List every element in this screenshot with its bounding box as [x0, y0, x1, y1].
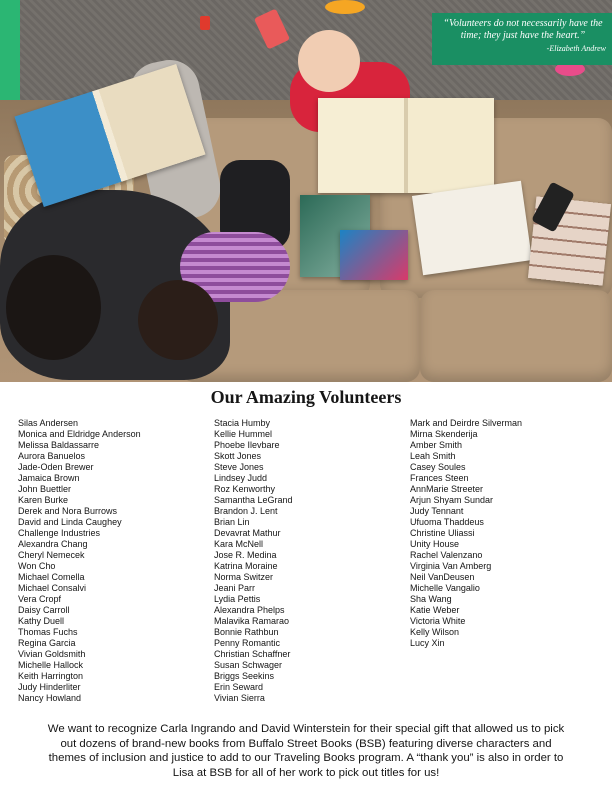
volunteer-name: Rachel Valenzano	[410, 550, 483, 560]
volunteer-name: Steve Jones	[214, 462, 264, 472]
volunteer-name: Melissa Baldassarre	[18, 440, 100, 450]
volunteer-name: Leah Smith	[410, 451, 456, 461]
baby-head	[298, 30, 360, 92]
volunteer-name: Arjun Shyam Sundar	[410, 495, 494, 505]
volunteer-name: Penny Romantic	[214, 638, 281, 648]
volunteer-name: Victoria White	[410, 616, 466, 626]
volunteer-name: Thomas Fuchs	[18, 627, 78, 637]
toy	[200, 16, 210, 30]
volunteer-name: Alexandra Chang	[18, 539, 88, 549]
volunteer-name: Frances Steen	[410, 473, 469, 483]
volunteer-name: Neil VanDeusen	[410, 572, 475, 582]
volunteer-name: Bonnie Rathbun	[214, 627, 279, 637]
volunteer-name: Nancy Howland	[18, 693, 82, 703]
volunteer-name: Judy Tennant	[410, 506, 464, 516]
volunteer-name: Roz Kenworthy	[214, 484, 276, 494]
volunteer-name: Sha Wang	[410, 594, 452, 604]
volunteer-name: Daisy Carroll	[18, 605, 70, 615]
volunteer-name: Vivian Goldsmith	[18, 649, 86, 659]
volunteer-name: Mark and Deirdre Silverman	[410, 418, 523, 428]
volunteer-name: David and Linda Caughey	[18, 517, 122, 527]
volunteer-name: Won Cho	[18, 561, 56, 571]
couch-cushion	[420, 290, 612, 382]
volunteer-name: Cheryl Nemecek	[18, 550, 85, 560]
volunteer-name: Malavika Ramarao	[214, 616, 290, 626]
volunteer-name: Katrina Moraine	[214, 561, 278, 571]
volunteer-name: Devavrat Mathur	[214, 528, 281, 538]
volunteer-name: Michael Comella	[18, 572, 85, 582]
volunteer-name: Silas Andersen	[18, 418, 79, 428]
volunteer-name: Lindsey Judd	[214, 473, 268, 483]
family-reading-photo	[0, 0, 612, 382]
thank-you-paragraph: We want to recognize Carla Ingrando and David Winterstein for their special gift that allowed us to pick out dozens of brand-new books from Buffalo Street Books (BSB) featuring diverse characters and themes of inclusion and justice to add to our Traveling Books program. A “thank you” is also in order to Lisa at BSB for all of her work to pick out titles for us!	[47, 723, 565, 779]
volunteer-name: Aurora Banuelos	[18, 451, 86, 461]
volunteer-name: Stacia Humby	[214, 418, 271, 428]
volunteer-name: Norma Switzer	[214, 572, 274, 582]
quote-text: “Volunteers do not necessarily have the time; they just have the heart.”	[443, 18, 603, 41]
volunteer-name: Derek and Nora Burrows	[18, 506, 118, 516]
volunteer-name: Kathy Duell	[18, 616, 65, 626]
volunteer-name: Skott Jones	[214, 451, 262, 461]
volunteer-name: Phoebe Ilevbare	[214, 440, 280, 450]
open-board-book	[318, 98, 494, 193]
volunteer-name: Lucy Xin	[410, 638, 445, 648]
page-title: Our Amazing Volunteers	[210, 387, 402, 407]
volunteer-name: Erin Seward	[214, 682, 264, 692]
toy	[325, 0, 365, 14]
adult-head	[6, 255, 101, 360]
volunteer-name: Brandon J. Lent	[214, 506, 278, 516]
volunteer-name: Lydia Pettis	[214, 594, 261, 604]
child-head	[138, 280, 218, 360]
volunteer-name: AnnMarie Streeter	[410, 484, 484, 494]
volunteer-name: Vera Cropf	[18, 594, 62, 604]
mermaid-book	[340, 230, 408, 280]
volunteer-name: Casey Soules	[410, 462, 466, 472]
volunteer-list	[0, 418, 612, 708]
volunteer-name: Michelle Vangalio	[410, 583, 480, 593]
volunteer-name: Kara McNell	[214, 539, 264, 549]
quote-author: -Elizabeth Andrew	[546, 44, 606, 53]
volunteer-name: Regina Garcia	[18, 638, 76, 648]
volunteer-name: Challenge Industries	[18, 528, 101, 538]
volunteer-name: Keith Harrington	[18, 671, 84, 681]
volunteer-name: Alexandra Phelps	[214, 605, 285, 615]
volunteer-name: Christian Schaffner	[214, 649, 291, 659]
volunteer-name: Ufuoma Thaddeus	[410, 517, 484, 527]
volunteer-name: Brian Lin	[214, 517, 250, 527]
volunteer-name: Christine Uliassi	[410, 528, 475, 538]
volunteer-name: Karen Burke	[18, 495, 69, 505]
volunteer-name: Susan Schwager	[214, 660, 283, 670]
volunteer-name: Jose R. Medina	[214, 550, 277, 560]
volunteer-name: Amber Smith	[410, 440, 463, 450]
volunteer-name: Katie Weber	[410, 605, 460, 615]
volunteer-name: John Buettler	[18, 484, 72, 494]
volunteer-name: Virginia Van Amberg	[410, 561, 492, 571]
white-book	[412, 181, 532, 276]
volunteer-name: Samantha LeGrand	[214, 495, 293, 505]
volunteer-name: Jamaica Brown	[18, 473, 80, 483]
volunteer-column-3	[410, 418, 522, 649]
volunteer-name: Judy Hinderliter	[18, 682, 81, 692]
volunteer-name: Jeani Parr	[214, 583, 256, 593]
volunteer-name: Michelle Hallock	[18, 660, 84, 670]
volunteer-name: Briggs Seekins	[214, 671, 275, 681]
quote-box	[432, 13, 612, 65]
volunteer-name: Mirna Skenderija	[410, 429, 478, 439]
volunteer-name: Jade-Oden Brewer	[18, 462, 94, 472]
volunteer-name: Kellie Hummel	[214, 429, 273, 439]
volunteer-name: Kelly Wilson	[410, 627, 460, 637]
volunteer-name: Unity House	[410, 539, 460, 549]
volunteer-name: Michael Consalvi	[18, 583, 87, 593]
volunteer-column-1	[18, 418, 141, 704]
volunteer-name: Vivian Sierra	[214, 693, 265, 703]
volunteer-name: Monica and Eldridge Anderson	[18, 429, 141, 439]
play-mat-edge	[0, 0, 20, 112]
volunteer-column-2	[214, 418, 293, 704]
